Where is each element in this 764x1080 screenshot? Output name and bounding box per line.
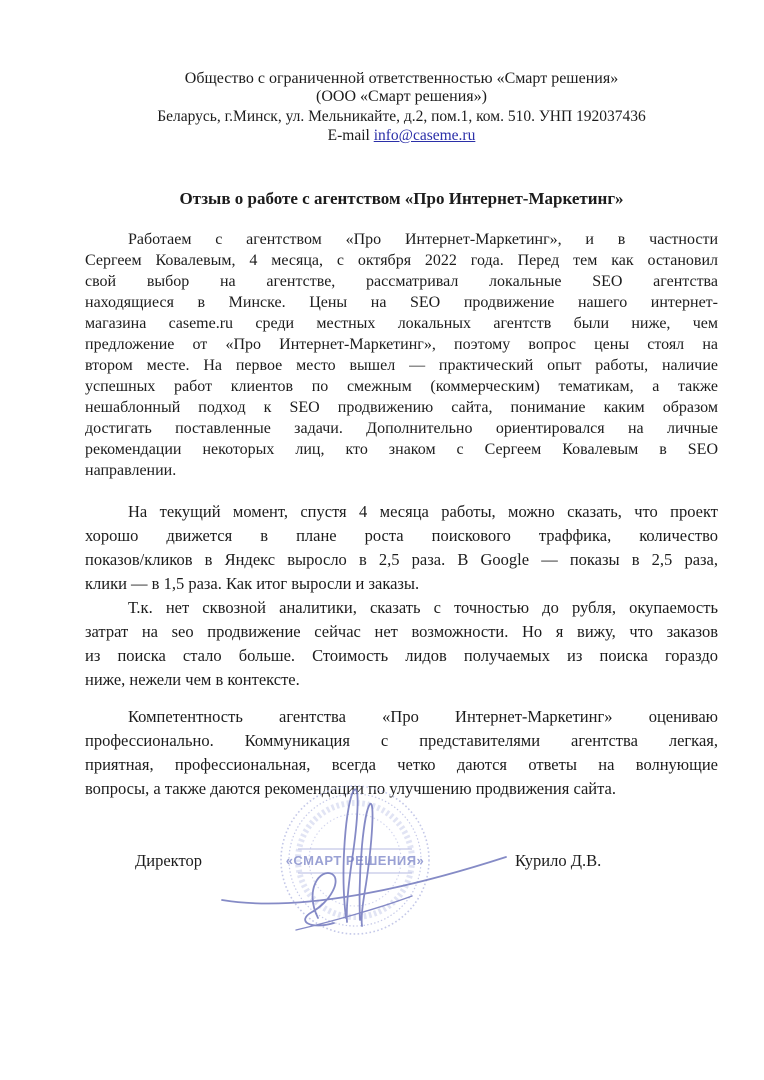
text-line: показов/кликов в Яндекс выросло в 2,5 раза. В Google — показы в 2,5 раза,: [85, 550, 718, 569]
email-label: E-mail: [327, 127, 374, 144]
letterhead: [85, 70, 718, 145]
email-line: [85, 126, 718, 145]
text-line: нешаблонный подход к SEO продвижению сайта, понимание каким образом: [85, 399, 718, 416]
paragraph-3: [85, 596, 718, 692]
text-line: Работаем с агентством «Про Интернет-Маркетинг», и в частности: [128, 231, 718, 248]
text-line: Компетентность агентства «Про Интернет-Маркетинг» оцениваю: [128, 707, 718, 726]
text-line: магазина caseme.ru среди местных локальных агентств были ниже, чем: [85, 315, 718, 332]
text-line: вопросы, а также даются рекомендации по улучшению продвижения сайта.: [85, 779, 616, 798]
text-line: Т.к. нет сквозной аналитики, сказать с точностью до рубля, окупаемость: [128, 598, 718, 617]
company-name-full: Общество с ограниченной ответственностью «Смарт решения»: [184, 70, 619, 87]
text-line: ниже, нежели чем в контексте.: [85, 670, 300, 689]
company-name-short: (ООО «Смарт решения»): [316, 88, 487, 105]
text-line: направлении.: [85, 462, 177, 479]
review-title: Отзыв о работе с агентством «Про Интернет-Маркетинг»: [179, 189, 624, 208]
text-line: успешных работ клиентов по смежным (коммерческим) тематикам, а также: [85, 378, 718, 395]
text-line: Сергеем Ковалевым, 4 месяца, с октября 2022 года. Перед тем как остановил: [85, 252, 718, 269]
paragraph-2: [85, 500, 718, 596]
text-line: достигать поставленные задачи. Дополнительно ориентировался на личные: [85, 420, 718, 437]
stamp-text: «СМАРТ РЕШЕНИЯ»: [285, 853, 425, 868]
company-stamp: [200, 760, 520, 960]
text-line: клики — в 1,5 раза. Как итог выросли и заказы.: [85, 574, 420, 593]
email-link[interactable]: info@caseme.ru: [373, 127, 476, 144]
company-address: Беларусь, г.Минск, ул. Мельникайте, д.2, пом.1, ком. 510. УНП 192037436: [157, 108, 646, 125]
text-line: хорошо движется в плане роста поискового траффика, количество: [85, 526, 718, 545]
text-line: профессионально. Коммуникация с представителями агентства легкая,: [85, 731, 718, 750]
text-line: свой выбор на агентстве, рассматривал локальные SEO агентства: [85, 273, 718, 290]
text-line: приятная, профессиональная, всегда четко даются ответы на волнующие: [85, 755, 718, 774]
text-line: затрат на seo продвижение сейчас нет возможности. Но я вижу, что заказов: [85, 622, 718, 641]
text-line: На текущий момент, спустя 4 месяца работы, можно сказать, что проект: [128, 502, 718, 521]
text-line: из поиска стало больше. Стоимость лидов получаемых из поиска гораздо: [85, 646, 718, 665]
text-line: рекомендации некоторых лиц, кто знаком с Сергеем Ковалевым в SEO: [85, 441, 718, 458]
text-line: находящиеся в Минске. Цены на SEO продвижение нашего интернет-: [85, 294, 718, 311]
text-line: предложение от «Про Интернет-Маркетинг», поэтому вопрос цены стоял на: [85, 336, 718, 353]
paragraph-1: [85, 229, 718, 481]
director-name: Курило Д.В.: [515, 851, 602, 870]
director-label: Директор: [135, 851, 202, 870]
text-line: втором месте. На первое место вышел — практический опыт работы, наличие: [85, 357, 718, 374]
